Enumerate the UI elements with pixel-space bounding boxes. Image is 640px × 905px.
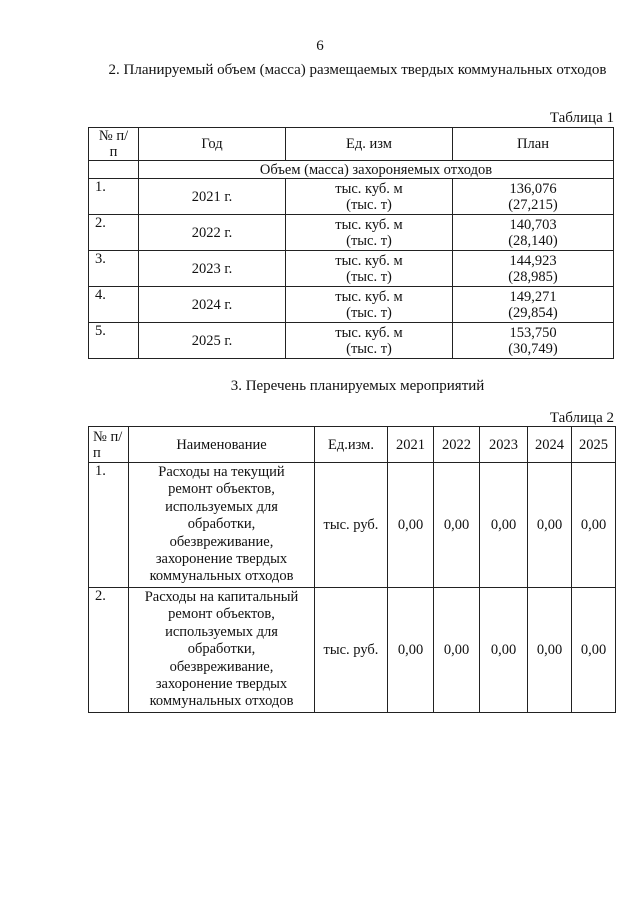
plan-volume: 153,750 xyxy=(509,324,557,341)
column-header-unit: Ед.изм. xyxy=(315,427,388,463)
planned-measures-table xyxy=(88,426,616,713)
unit-mass: (тыс. т) xyxy=(346,268,392,285)
row-number: 1. xyxy=(89,463,129,588)
column-header-unit: Ед. изм xyxy=(286,128,453,161)
plan-cell xyxy=(453,179,614,215)
subheader-spacer xyxy=(89,161,139,179)
unit-cell xyxy=(286,323,453,359)
plan-mass: (27,215) xyxy=(508,196,558,213)
year-cell: 2025 г. xyxy=(139,323,286,359)
plan-cell xyxy=(453,287,614,323)
value-2025: 0,00 xyxy=(572,463,616,588)
column-header-number: № п/п xyxy=(89,427,129,463)
page-number: 6 xyxy=(316,38,324,54)
column-header-2024: 2024 xyxy=(528,427,572,463)
unit-cell: тыс. руб. xyxy=(315,463,388,588)
unit-mass: (тыс. т) xyxy=(346,232,392,249)
column-header-2022: 2022 xyxy=(434,427,480,463)
row-number: 4. xyxy=(89,287,139,323)
column-header-name: Наименование xyxy=(129,427,315,463)
unit-cell xyxy=(286,215,453,251)
value-2025: 0,00 xyxy=(572,588,616,713)
value-2021: 0,00 xyxy=(388,463,434,588)
unit-cell xyxy=(286,251,453,287)
measure-name: Расходы на текущий ремонт объектов, используемых для обработки, обезвреживание, захоронение твердых коммунальных отходов xyxy=(129,463,315,588)
row-number: 2. xyxy=(89,215,139,251)
year-cell: 2023 г. xyxy=(139,251,286,287)
planned-volume-table xyxy=(88,127,614,359)
column-header-plan: План xyxy=(453,128,614,161)
table-row xyxy=(89,323,614,359)
table-header-row xyxy=(89,427,616,463)
table-row xyxy=(89,287,614,323)
year-cell: 2021 г. xyxy=(139,179,286,215)
table-subheader: Объем (масса) захороняемых отходов xyxy=(139,161,614,179)
unit-mass: (тыс. т) xyxy=(346,196,392,213)
row-number: 1. xyxy=(89,179,139,215)
year-cell: 2022 г. xyxy=(139,215,286,251)
table-row xyxy=(89,251,614,287)
unit-cell xyxy=(286,179,453,215)
unit-mass: (тыс. т) xyxy=(346,304,392,321)
plan-volume: 140,703 xyxy=(509,216,557,233)
plan-mass: (29,854) xyxy=(508,304,558,321)
plan-cell xyxy=(453,215,614,251)
table-row xyxy=(89,588,616,713)
section-3-title: 3. Перечень планируемых мероприятий xyxy=(230,378,485,394)
plan-cell xyxy=(453,323,614,359)
value-2021: 0,00 xyxy=(388,588,434,713)
row-number: 5. xyxy=(89,323,139,359)
table-row xyxy=(89,215,614,251)
table-row xyxy=(89,463,616,588)
value-2024: 0,00 xyxy=(528,463,572,588)
value-2023: 0,00 xyxy=(480,588,528,713)
section-2-title: 2. Планируемый объем (масса) размещаемых твердых коммунальных отходов xyxy=(108,62,607,78)
unit-mass: (тыс. т) xyxy=(346,340,392,357)
plan-volume: 144,923 xyxy=(509,252,557,269)
unit-volume: тыс. куб. м xyxy=(335,252,403,269)
table-header-row xyxy=(89,128,614,161)
column-header-2023: 2023 xyxy=(480,427,528,463)
unit-volume: тыс. куб. м xyxy=(335,180,403,197)
value-2022: 0,00 xyxy=(434,588,480,713)
plan-mass: (28,140) xyxy=(508,232,558,249)
plan-volume: 149,271 xyxy=(509,288,557,305)
plan-cell xyxy=(453,251,614,287)
measure-name: Расходы на капитальный ремонт объектов, используемых для обработки, обезвреживание, захоронение твердых коммунальных отходов xyxy=(129,588,315,713)
value-2023: 0,00 xyxy=(480,463,528,588)
unit-volume: тыс. куб. м xyxy=(335,324,403,341)
value-2024: 0,00 xyxy=(528,588,572,713)
table-row xyxy=(89,179,614,215)
column-header-2025: 2025 xyxy=(572,427,616,463)
table-subheader-row xyxy=(89,161,614,179)
column-header-number: № п/п xyxy=(89,128,139,161)
plan-volume: 136,076 xyxy=(509,180,557,197)
unit-volume: тыс. куб. м xyxy=(335,216,403,233)
value-2022: 0,00 xyxy=(434,463,480,588)
unit-cell: тыс. руб. xyxy=(315,588,388,713)
row-number: 3. xyxy=(89,251,139,287)
unit-cell xyxy=(286,287,453,323)
unit-volume: тыс. куб. м xyxy=(335,288,403,305)
plan-mass: (30,749) xyxy=(508,340,558,357)
table-2-label: Таблица 2 xyxy=(549,410,614,426)
column-header-2021: 2021 xyxy=(388,427,434,463)
row-number: 2. xyxy=(89,588,129,713)
column-header-year: Год xyxy=(139,128,286,161)
table-1-label: Таблица 1 xyxy=(549,110,614,126)
plan-mass: (28,985) xyxy=(508,268,558,285)
year-cell: 2024 г. xyxy=(139,287,286,323)
